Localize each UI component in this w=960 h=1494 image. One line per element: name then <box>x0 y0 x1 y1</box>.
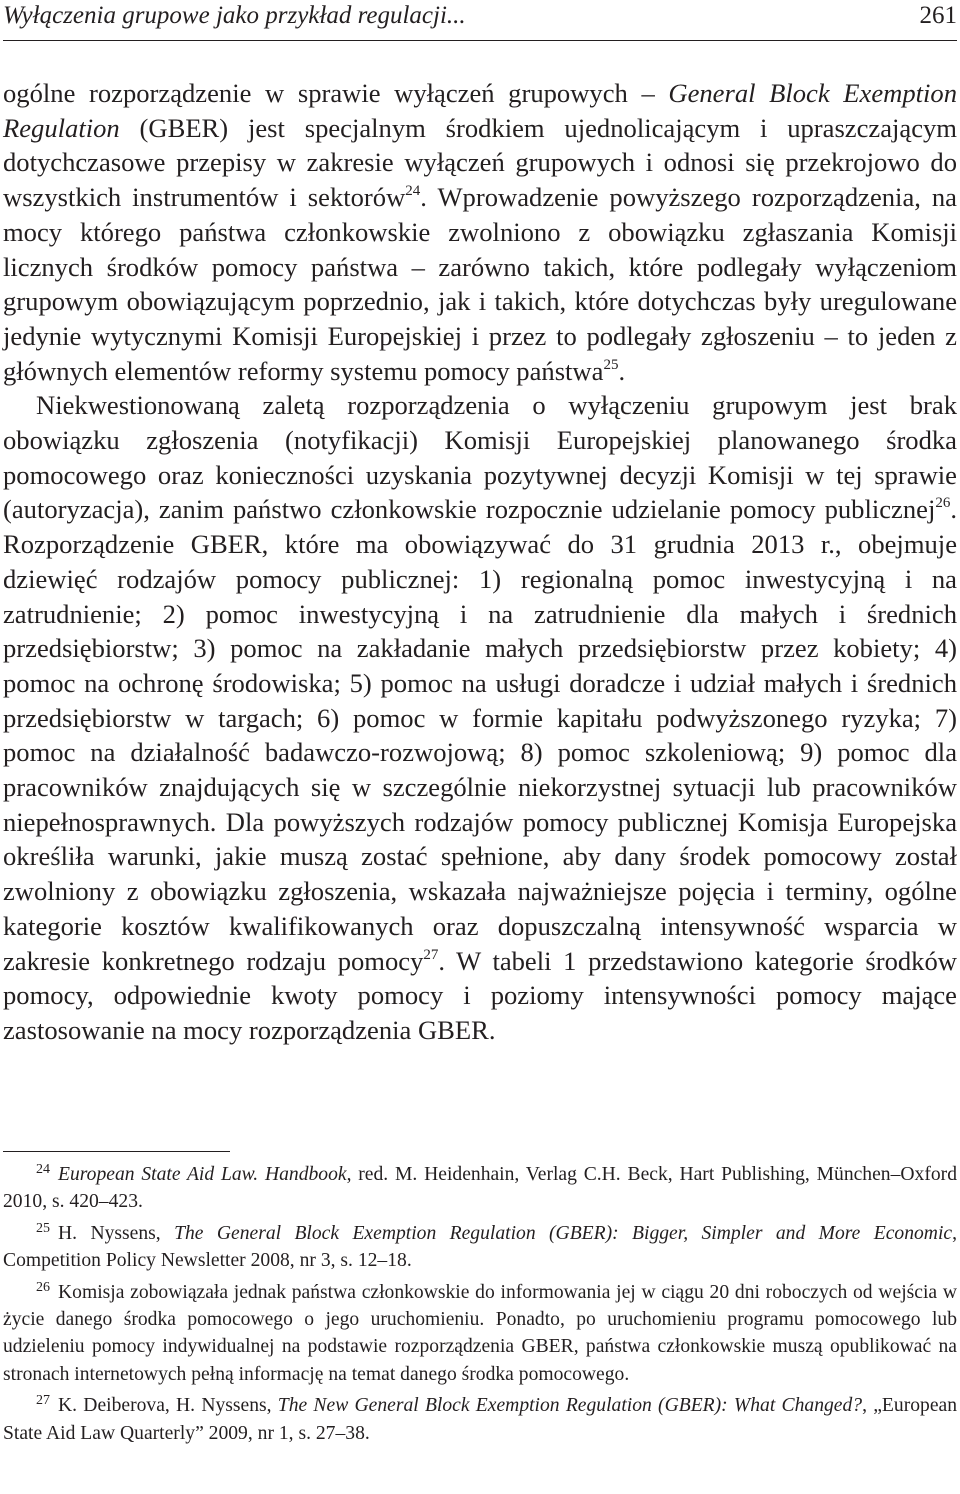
footnote-separator <box>3 1151 230 1152</box>
text-run: . Rozporządzenie GBER, które ma obowiązywać do 31 grudnia 2013 r., obejmuje dziewięć rodzajów pomocy publicznej: 1) regionalną pomoc inwestycyjną i na zatrudnienie; 2) pomoc inwestycyjną i na zatrudnienie dla małych i średnich przedsiębiorstw; 3) pomoc na zakładanie małych przedsiębiorstw przez kobiety; 4) pomoc na ochronę środowiska; 5) pomoc na usługi doradcze i udział małych i średnich przedsiębiorstw w targach; 6) pomoc w formie kapitału podwyższonego ryzyka; 7) pomoc na działalność badawczo-rozwojową; 8) pomoc szkoleniową; 9) pomoc dla pracowników znajdujących się w szczególnie niekorzystnej sytuacji lub pracowników niepełnosprawnych. Dla powyższych rodzajów pomocy publicznej Komisja Europejska określiła warunki, jakie muszą zostać spełnione, aby dany środek pomocowy został zwolniony z obowiązku zgłoszenia, wskazała najważniejsze pojęcia i terminy, ogólne kategorie kosztów kwalifikowanych oraz dopuszczalną intensywność wsparcia w zakresie konkretnego rodzaju pomocy <box>3 494 957 976</box>
page-number: 261 <box>919 2 957 29</box>
footnote-text: , „European State Aid Law Quarterly” 2009, nr 1, s. 27–38. <box>3 1395 958 1444</box>
footnote-title: European State Aid Law. Handbook <box>58 1164 347 1185</box>
footnote-25 <box>3 1220 957 1275</box>
footnote-ref-26[interactable]: 26 <box>935 495 951 512</box>
paragraph-2 <box>3 388 957 1047</box>
footnote-author: H. Nyssens, <box>58 1222 175 1244</box>
text-run: Niekwestionowaną zaletą rozporządzenia o wyłączeniu grupowym jest brak obowiązku zgłoszenia (notyfikacji) Komisji Europejskiej planowanego środka pomocowego oraz konieczności uzyskania pozytywnej decyzji Komisji w tej sprawie (autoryzacja), zanim państwo członkowskie rozpocznie udzielanie pomocy publicznej <box>3 390 957 525</box>
paragraph-1 <box>3 76 957 388</box>
footnote-number: 26 <box>36 1279 50 1295</box>
text-run: (GBER) jest specjalnym środkiem ujednolicającym i upraszczającym dotychczasowe przepisy w zakresie wyłączeń grupowych i odnosi się przekrojowo do wszystkich instrumentów i sektorów <box>3 112 957 213</box>
footnote-ref-24[interactable]: 24 <box>405 183 421 200</box>
footnote-text: , Competition Policy Newsletter 2008, nr 3, s. 12–18. <box>3 1222 957 1272</box>
text-run: . Wprowadzenie powyższego rozporządzenia, na mocy którego państwa członkowskie zwolniono z obowiązku zgłaszania Komisji licznych środków pomocy państwa – zarówno takich, które podlegały wyłączeniom grupowym obowiązującym poprzednio, jak i takich, które dotychczas były uregulowane jedynie wytycznymi Komisji Europejskiej i przez to podlegały zgłoszeniu – to jeden z głównych elementów reformy systemu pomocy państwa <box>3 182 957 386</box>
running-title: Wyłączenia grupowe jako przykład regulacji... <box>3 2 466 29</box>
footnote-text: , red. M. Heidenhain, Verlag C.H. Beck, Hart Publishing, München–Oxford 2010, s. 420–423. <box>3 1164 957 1213</box>
body-text <box>3 76 957 1048</box>
footnote-text: Komisja zobowiązała jednak państwa członkowskie do informowania jej w ciągu 20 dni roboczych od wejścia w życie danego środka pomocowego o jego uruchomieniu. Ponadto, po uruchomieniu programu pomocowego lub udzieleniu pomocy indywidualnej na podstawie rozporządzenia GBER, państwa członkowskie muszą opublikować na stronach internetowych pełną informację na temat danego środka pomocowego. <box>3 1281 957 1385</box>
footnote-ref-27[interactable]: 27 <box>423 946 439 963</box>
running-header <box>3 0 957 41</box>
footnote-author: K. Deiberova, H. Nyssens, <box>58 1395 278 1417</box>
footnote-number: 24 <box>36 1162 50 1177</box>
footnote-26 <box>3 1279 957 1389</box>
italic-term: General Block Exemption Regulation <box>3 78 957 143</box>
footnote-ref-25[interactable]: 25 <box>603 356 619 373</box>
footnote-title: The General Block Exemption Regulation (GBER): Bigger, Simpler and More Economic <box>174 1222 953 1244</box>
text-run: . W tabeli 1 przedstawiono kategorie środków pomocy, odpowiednie kwoty pomocy i poziomy intensywności pomocy mające zastosowanie na mocy rozporządzenia GBER. <box>3 945 957 1045</box>
footnotes <box>3 1161 957 1451</box>
footnote-24 <box>3 1161 957 1216</box>
footnote-title: The New General Block Exemption Regulation (GBER): What Changed? <box>277 1395 863 1417</box>
footnote-number: 25 <box>36 1220 50 1236</box>
footnote-27 <box>3 1392 957 1447</box>
text-run: ogólne rozporządzenie w sprawie wyłączeń grupowych – <box>3 78 669 108</box>
text-run: . <box>618 355 626 386</box>
footnote-number: 27 <box>36 1393 50 1409</box>
